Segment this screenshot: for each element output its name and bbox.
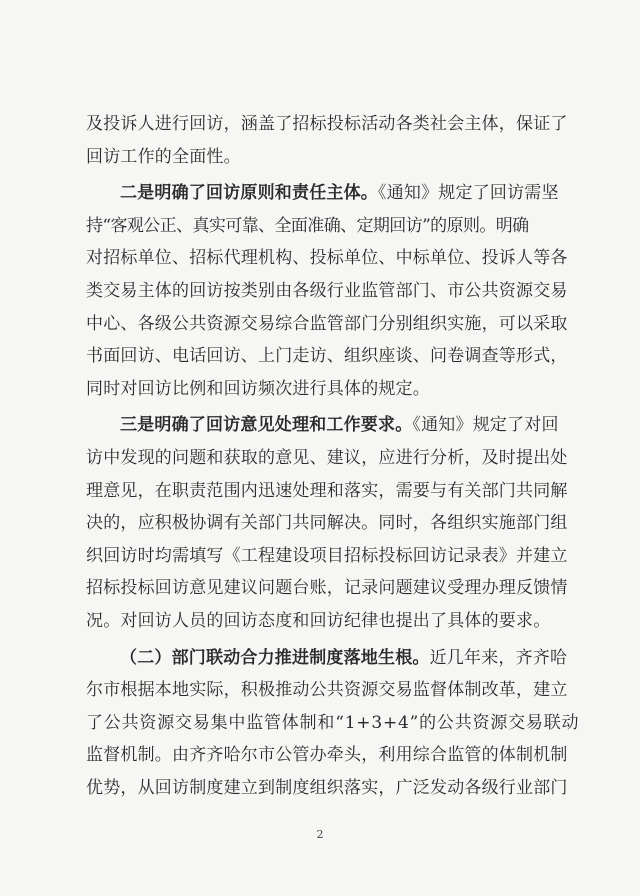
page-number: 2 [316, 828, 324, 841]
paragraph-3 [86, 409, 566, 637]
paragraph-2 [86, 177, 566, 405]
text-line: 监督机制。由齐齐哈尔市公管办牵头，利用综合监管的体制机制 [86, 745, 568, 766]
text-line: 织回访时均需填写《工程建设项目招标投标回访记录表》并建立 [86, 545, 568, 566]
text-line [86, 642, 566, 675]
text-line: 况。对回访人员的回访态度和回访纪律也提出了具体的要求。 [86, 610, 551, 631]
text-segment: 近几年来，齐齐哈 [429, 647, 568, 668]
paragraph-lead: 二是明确了回访原则和责任主体。 [120, 183, 378, 204]
body-text [86, 108, 580, 804]
text-line: 了公共资源交易集中监管体制和“1+3+4”的公共资源交易联动 [86, 712, 580, 733]
text-line: 类交易主体的回访按类别由各级行业监管部门、市公共资源交易 [86, 280, 568, 301]
text-line: 回访工作的全面性。 [86, 146, 241, 167]
text-line: 理意见，在职责范围内迅速处理和落实，需要与有关部门共同解 [86, 480, 568, 501]
text-line: 中心、各级公共资源交易综合监管部门分别组织实施，可以采取 [86, 313, 568, 334]
section-heading: （二）部门联动合力推进制度落地生根。 [120, 647, 430, 668]
text-line: 决的，应积极协调有关部门共同解决。同时，各组织实施部门组 [86, 513, 568, 534]
text-line: 持“客观公正、真实可靠、全面准确、定期回访”的原则。明确 [86, 215, 529, 236]
paragraph-lead: 三是明确了回访意见处理和工作要求。 [120, 415, 413, 436]
text-line: 尔市根据本地实际，积极推动公共资源交易监督体制改革，建立 [86, 680, 568, 701]
text-segment: 《通知》规定了回访需坚 [378, 183, 559, 204]
paragraph-1 [86, 108, 566, 173]
text-line: 招标投标回访意见建议问题台账，记录问题建议受理办理反馈情 [86, 578, 568, 599]
text-line: 对招标单位、招标代理机构、投标单位、中标单位、投诉人等各 [86, 248, 568, 269]
text-line [86, 409, 566, 442]
text-line: 及投诉人进行回访，涵盖了招标投标活动各类社会主体，保证了 [86, 114, 568, 134]
text-line: 访中发现的问题和获取的意见、建议，应进行分析，及时提出处 [86, 447, 568, 468]
text-segment: 《通知》规定了对回 [412, 415, 559, 436]
text-line: 同时对回访比例和回访频次进行具体的规定。 [86, 378, 430, 399]
text-line [86, 177, 566, 210]
paragraph-4 [86, 642, 580, 805]
text-line: 优势，从回访制度建立到制度组织落实，广泛发动各级行业部门 [86, 777, 568, 798]
text-line: 书面回访、电话回访、上门走访、组织座谈、问卷调查等形式， [86, 346, 568, 367]
